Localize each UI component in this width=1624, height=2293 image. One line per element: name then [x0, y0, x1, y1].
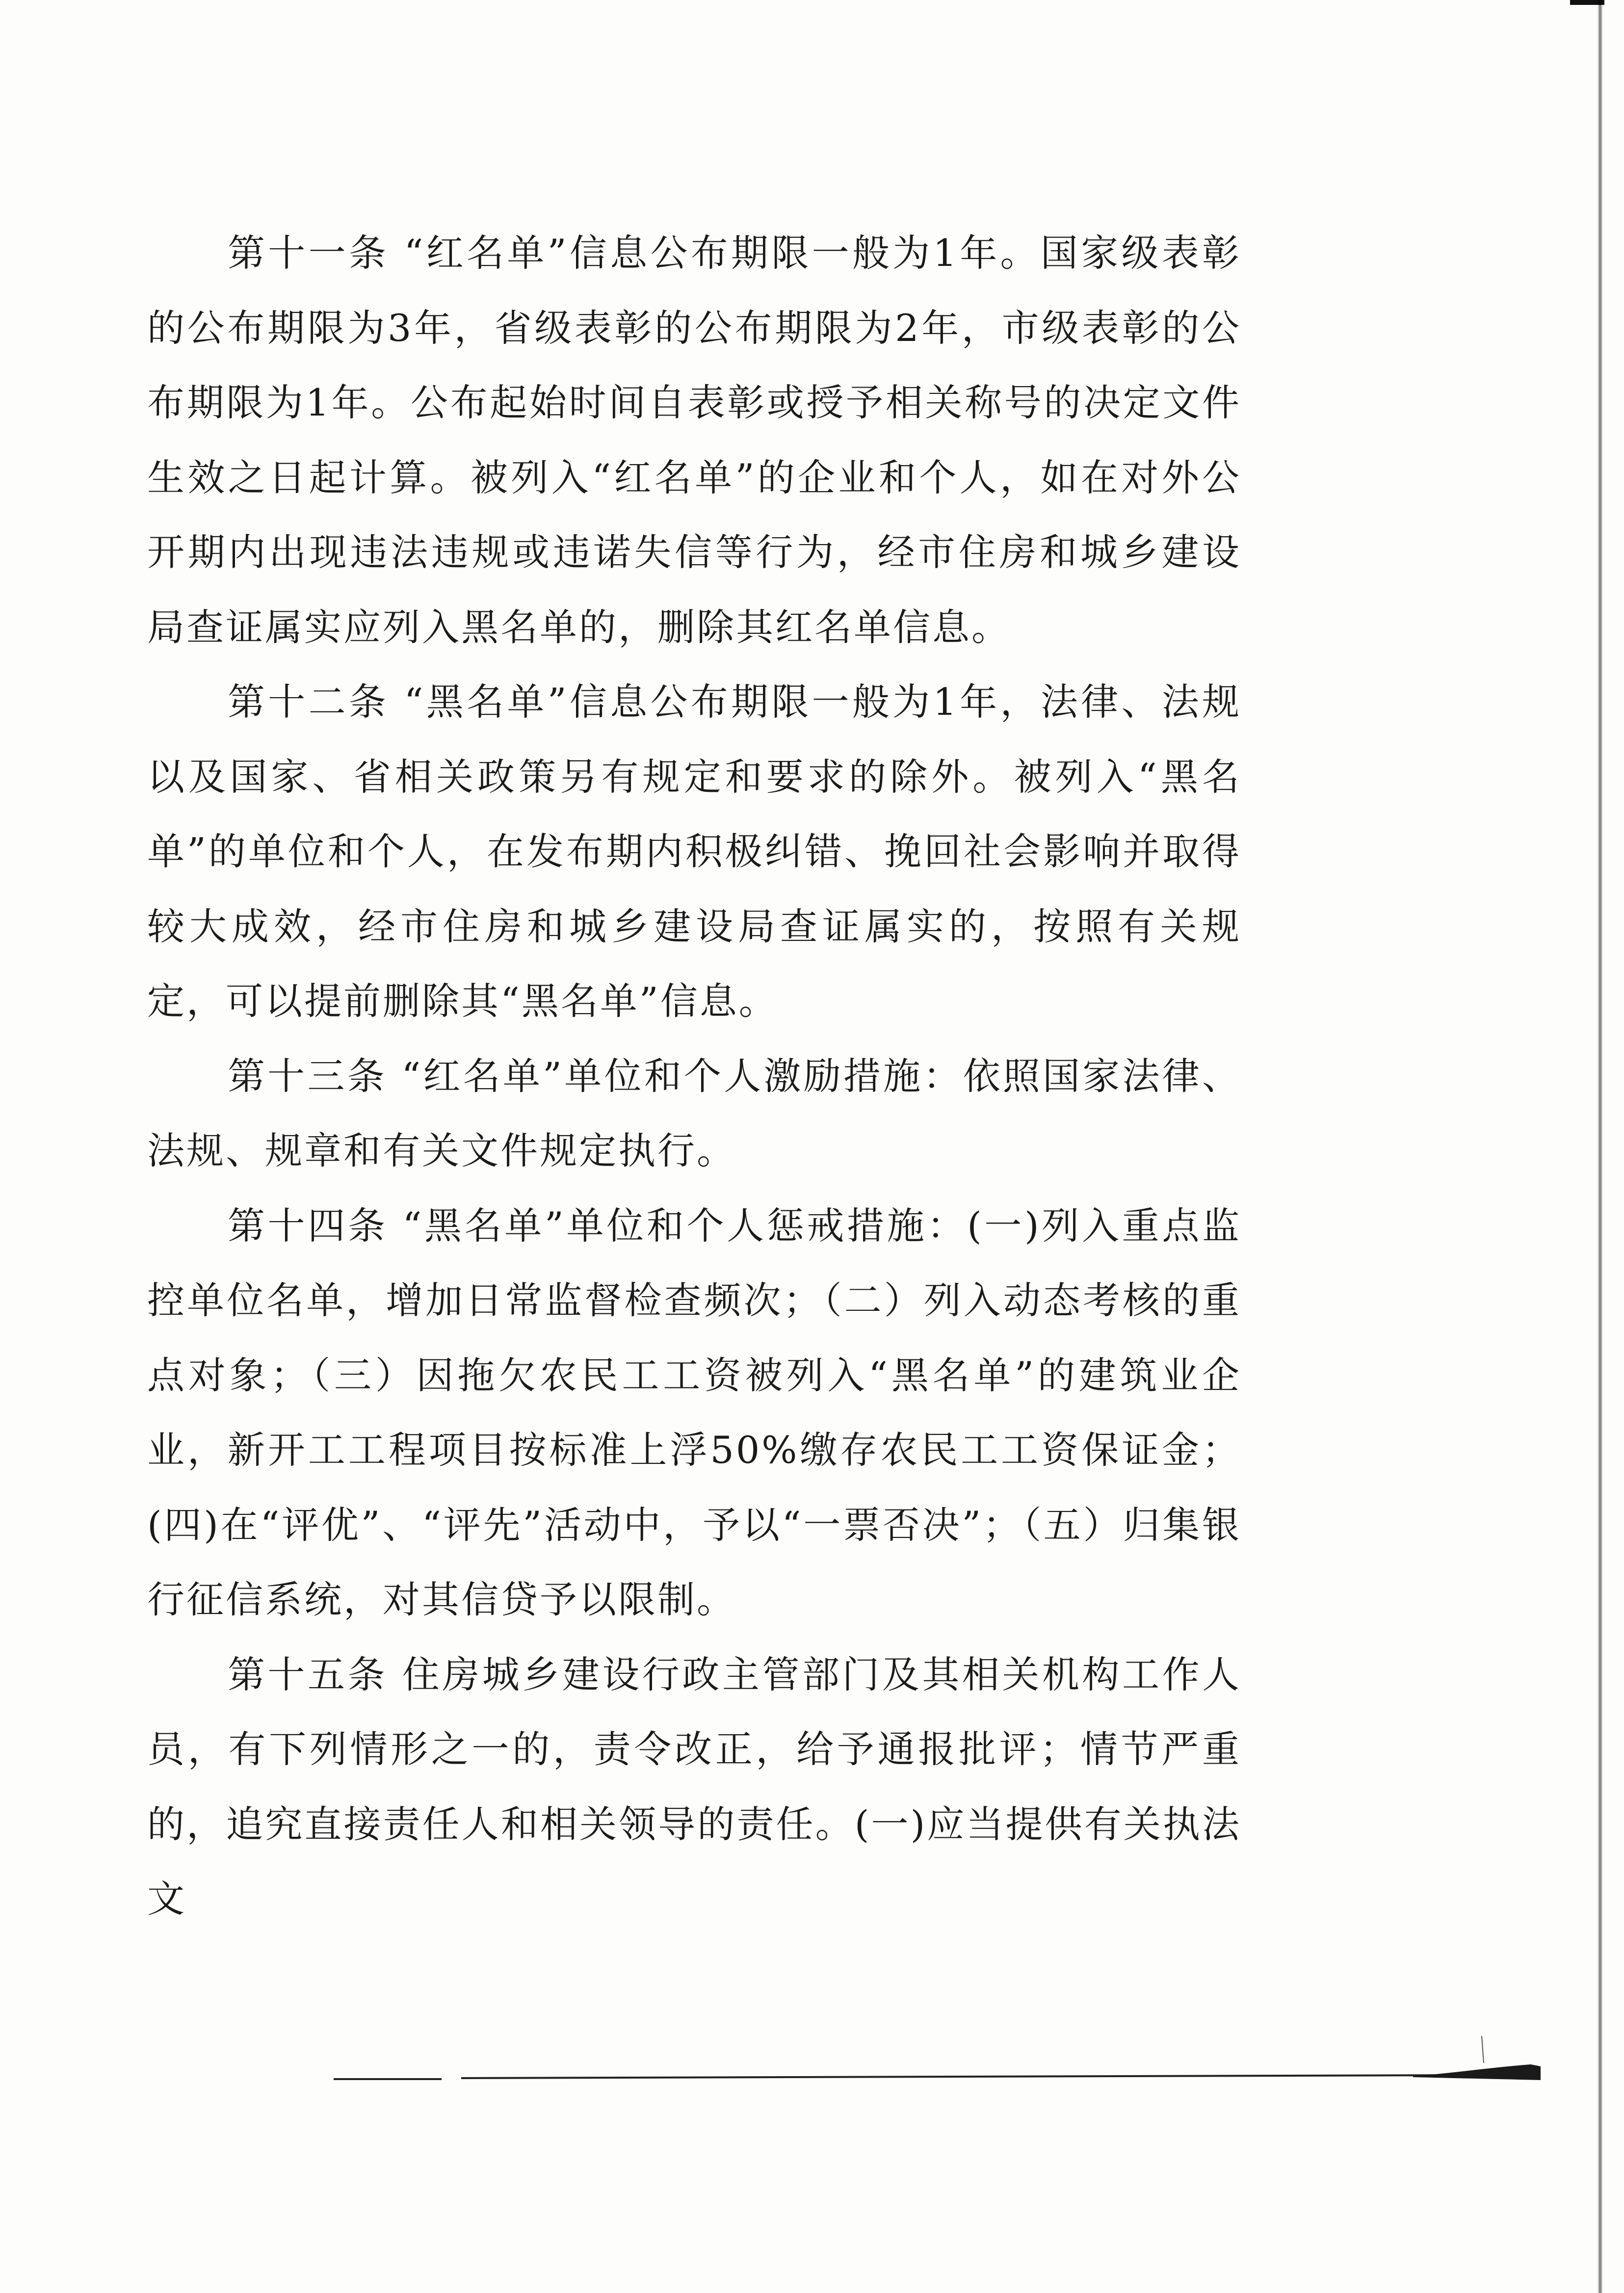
article-14-paragraph: 第十四条 “黑名单”单位和个人惩戒措施：(一)列入重点监控单位名单，增加日常监督检查频次；（二）列入动态考核的重点对象；（三）因拖欠农民工工资被列入“黑名单”的建筑业企业，新开工工程项目按标准上浮50%缴存农民工工资保证金；(四)在“评优”、“评先”活动中，予以“一票否决”；（五）归集银行征信系统，对其信贷予以限制。	[147, 1203, 1241, 1621]
article-11-paragraph: 第十一条 “红名单”信息公布期限一般为1年。国家级表彰的公布期限为3年，省级表彰的公布期限为2年，市级表彰的公布期限为1年。公布起始时间自表彰或授予相关称号的决定文件生效之日起计算。被列入“红名单”的企业和个人，如在对外公开期内出现违法违规或违诺失信等行为，经市住房和城乡建设局查证属实应列入黑名单的，删除其红名单信息。	[147, 231, 1241, 649]
footer-rule-tick	[1482, 2036, 1484, 2063]
article-13-paragraph: 第十三条 “红名单”单位和个人激励措施：依照国家法律、法规、规章和有关文件规定执行。	[147, 1054, 1241, 1173]
footer-rule-heavy-end	[1413, 2064, 1541, 2080]
footer-rule-long-segment	[461, 2075, 1452, 2078]
article-15-paragraph: 第十五条 住房城乡建设行政主管部门及其相关机构工作人员，有下列情形之一的，责令改正，给予通报批评；情节严重的，追究直接责任人和相关领导的责任。(一)应当提供有关执法文	[147, 1652, 1241, 1921]
article-12-paragraph: 第十二条 “黑名单”信息公布期限一般为1年，法律、法规以及国家、省相关政策另有规定和要求的除外。被列入“黑名单”的单位和个人，在发布期内积极纠错、挽回社会影响并取得较大成效，经市住房和城乡建设局查证属实的，按照有关规定，可以提前删除其“黑名单”信息。	[147, 680, 1241, 1023]
